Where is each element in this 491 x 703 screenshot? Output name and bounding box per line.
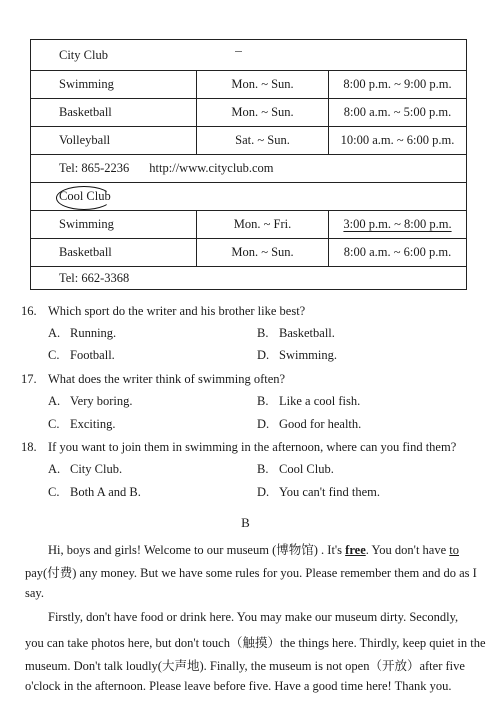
option[interactable]: C. Both A and B. [48, 485, 141, 499]
cool-club-tel: Tel: 662-3368 [59, 271, 130, 285]
club-schedule-table [30, 39, 467, 290]
passage-line: you can take photos here, but don't touch（触摸）the things here. Thirdly, keep quiet in the [25, 636, 486, 650]
sport-cell: Basketball [59, 245, 112, 260]
option[interactable]: D. Swimming. [257, 348, 337, 362]
table-row [31, 98, 466, 127]
time-cell-underlined: 3:00 p.m. ~ 8:00 p.m. [343, 217, 452, 232]
question-number: 16. [21, 304, 37, 318]
city-club-name: City Club [59, 48, 108, 63]
days-cell: Sat. ~ Sun. [196, 127, 328, 155]
sport-cell: Swimming [59, 217, 114, 232]
days-cell: Mon. ~ Sun. [196, 239, 328, 267]
sport-cell: Basketball [59, 105, 112, 120]
table-row [31, 70, 466, 99]
days-cell: Mon. ~ Sun. [196, 99, 328, 127]
option[interactable]: A. Very boring. [48, 394, 133, 408]
time-cell: 8:00 a.m. ~ 5:00 p.m. [328, 99, 466, 127]
table-row [31, 126, 466, 155]
time-cell: 10:00 a.m. ~ 6:00 p.m. [328, 127, 466, 155]
underlined-word: to [449, 543, 459, 557]
passage-line: Firstly, don't have food or drink here. You may make our museum dirty. Secondly, [48, 610, 459, 624]
option[interactable]: A. City Club. [48, 462, 123, 476]
passage-line: pay(付费) any money. But we have some rules for you. Please remember them and do as I [25, 566, 477, 580]
option[interactable]: C. Football. [48, 348, 115, 362]
section-heading: B [241, 515, 250, 530]
city-club-header-row [31, 42, 466, 70]
pen-mark [235, 51, 242, 52]
question-18 [21, 440, 456, 455]
sport-cell: Swimming [59, 77, 114, 92]
option[interactable]: D. Good for health. [257, 417, 362, 431]
city-club-contact-row [31, 154, 466, 183]
cool-club-name: Cool Club [59, 189, 111, 204]
cool-club-header-row [31, 182, 466, 211]
time-cell: 8:00 a.m. ~ 6:00 p.m. [328, 239, 466, 267]
question-17 [21, 372, 285, 387]
underlined-word: free [345, 543, 366, 557]
table-row [31, 210, 466, 239]
city-club-tel: Tel: 865-2236 [59, 161, 130, 176]
passage-line: say. [25, 586, 44, 600]
option[interactable]: C. Exciting. [48, 417, 116, 431]
table-row [31, 238, 466, 267]
question-text: If you want to join them in swimming in the afternoon, where can you find them? [48, 440, 457, 454]
option[interactable]: B. Like a cool fish. [257, 394, 361, 408]
option[interactable]: D. You can't find them. [257, 485, 380, 499]
question-16 [21, 304, 305, 319]
days-cell: Mon. ~ Sun. [196, 71, 328, 99]
time-cell: 8:00 p.m. ~ 9:00 p.m. [328, 71, 466, 99]
city-club-url: http://www.cityclub.com [149, 161, 274, 176]
question-number: 18. [21, 440, 37, 454]
option[interactable]: B. Cool Club. [257, 462, 334, 476]
pen-circle-mark [56, 186, 112, 210]
sport-cell: Volleyball [59, 133, 111, 148]
question-text: What does the writer think of swimming often? [48, 372, 286, 386]
cool-club-contact-row [31, 266, 466, 290]
passage-line: museum. Don't talk loudly(大声地). Finally, the museum is not open（开放）after five [25, 659, 465, 673]
option[interactable]: A. Running. [48, 326, 117, 340]
passage-line: Hi, boys and girls! Welcome to our museum (博物馆) . It's free. You don't have to [48, 543, 459, 557]
days-cell: Mon. ~ Fri. [196, 211, 328, 239]
option[interactable]: B. Basketball. [257, 326, 335, 340]
passage-line: o'clock in the afternoon. Please leave before five. Have a good time here! Thank you. [25, 679, 452, 693]
question-number: 17. [21, 372, 37, 386]
question-text: Which sport do the writer and his brother like best? [48, 304, 306, 318]
